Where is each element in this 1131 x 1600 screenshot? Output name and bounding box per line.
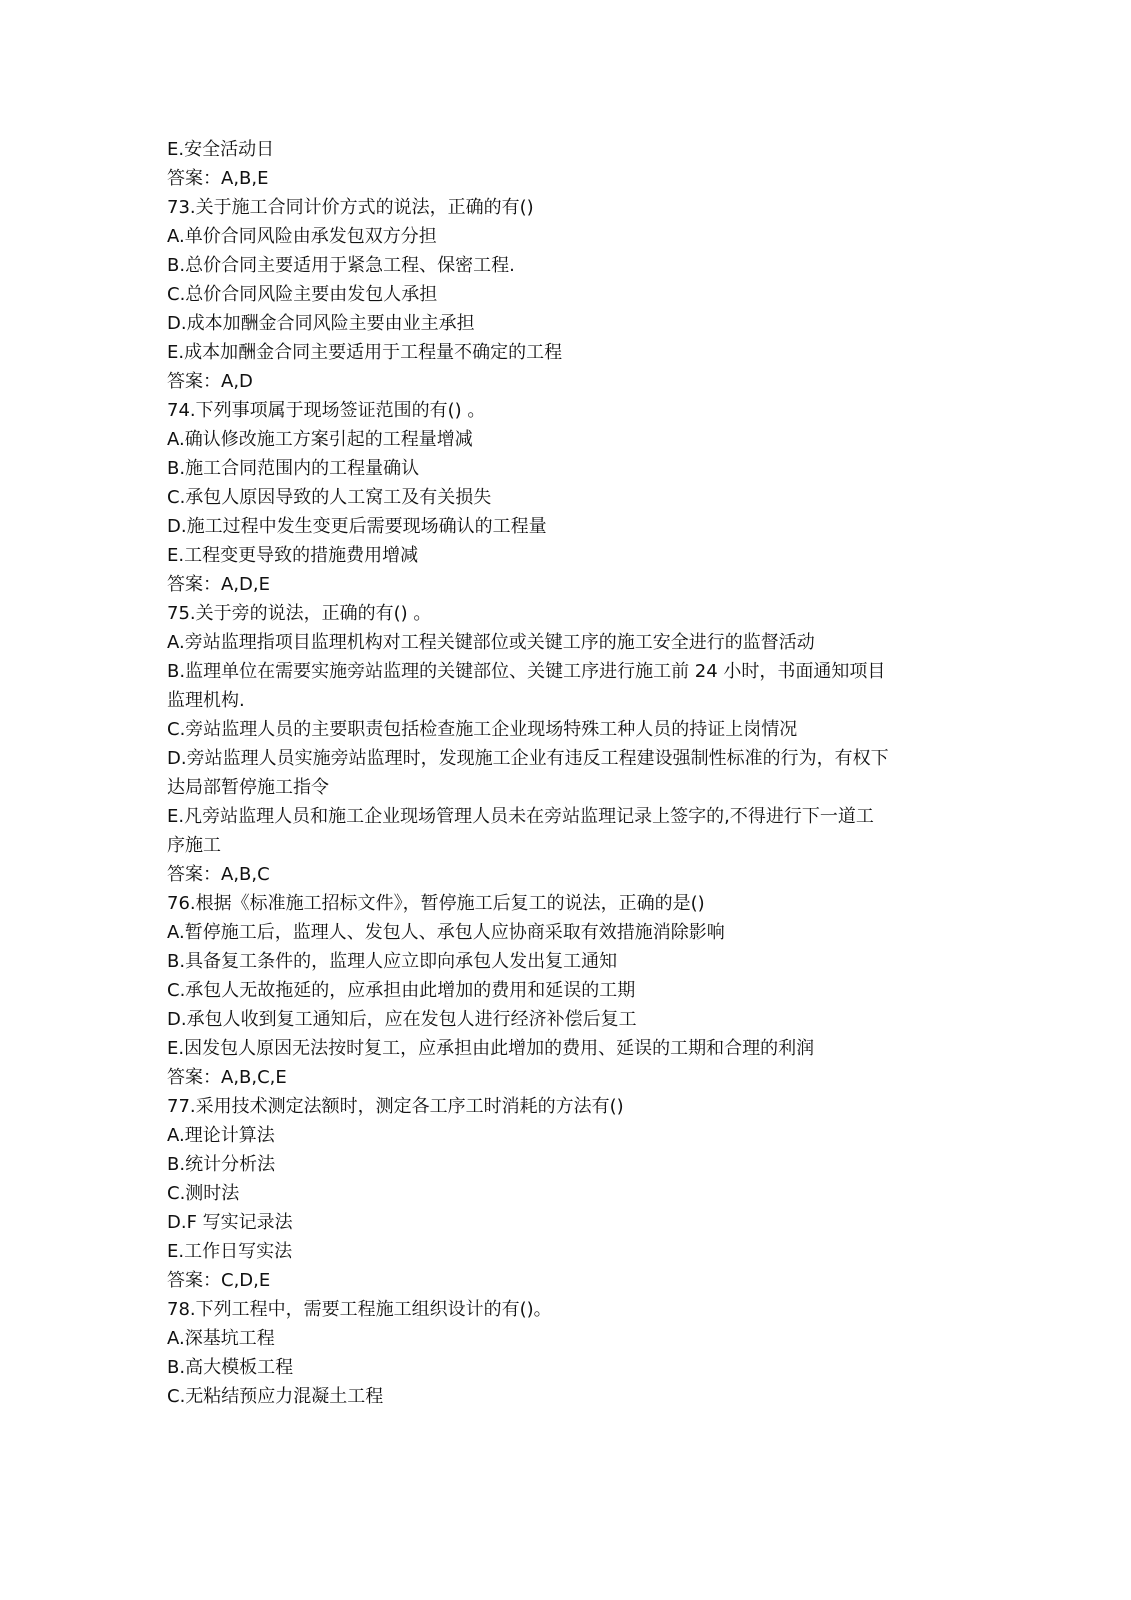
question-stem [167, 396, 947, 425]
answer-option [167, 802, 947, 860]
text-line: E.凡旁站监理人员和施工企业现场管理人员未在旁站监理记录上签字的,不得进行下一道工 [167, 806, 874, 827]
text-line: D.承包人收到复工通知后，应在发包人进行经济补偿后复工 [167, 1009, 637, 1030]
text-line: E.安全活动日 [167, 139, 275, 160]
text-line: 答案：C,D,E [167, 1270, 271, 1291]
answer-option [167, 918, 947, 947]
text-line: 76.根据《标准施工招标文件》，暂停施工后复工的说法，正确的是() [167, 893, 705, 914]
text-line: D.F 写实记录法 [167, 1212, 293, 1233]
text-line: A.理论计算法 [167, 1125, 275, 1146]
answer-key [167, 860, 947, 889]
question-stem [167, 1092, 947, 1121]
text-line: A.暂停施工后，监理人、发包人、承包人应协商采取有效措施消除影响 [167, 922, 725, 943]
text-line: C.总价合同风险主要由发包人承担 [167, 284, 438, 305]
text-line: 答案：A,B,C,E [167, 1067, 287, 1088]
answer-option [167, 657, 947, 715]
text-line: B.统计分析法 [167, 1154, 276, 1175]
text-line: D.旁站监理人员实施旁站监理时，发现施工企业有违反工程建设强制性标准的行为，有权下 [167, 748, 889, 769]
answer-option [167, 512, 947, 541]
text-line-continuation: 序施工 [167, 835, 221, 856]
text-line: A.深基坑工程 [167, 1328, 275, 1349]
answer-key [167, 1063, 947, 1092]
text-line: A.单价合同风险由承发包双方分担 [167, 226, 437, 247]
text-line: D.施工过程中发生变更后需要现场确认的工程量 [167, 516, 547, 537]
question-stem [167, 1295, 947, 1324]
text-line: E.因发包人原因无法按时复工，应承担由此增加的费用、延误的工期和合理的利润 [167, 1038, 815, 1059]
answer-option [167, 976, 947, 1005]
text-line: A.确认修改施工方案引起的工程量增减 [167, 429, 473, 450]
text-line: 78.下列工程中，需要工程施工组织设计的有()。 [167, 1299, 552, 1320]
answer-key [167, 1266, 947, 1295]
text-line: 74.下列事项属于现场签证范围的有() 。 [167, 400, 486, 421]
answer-key [167, 570, 947, 599]
text-line: 73.关于施工合同计价方式的说法，正确的有() [167, 197, 534, 218]
text-line: B.施工合同范围内的工程量确认 [167, 458, 420, 479]
answer-key [167, 367, 947, 396]
text-line-continuation: 监理机构. [167, 690, 245, 711]
text-line: E.工作日写实法 [167, 1241, 293, 1262]
answer-option [167, 1324, 947, 1353]
answer-key [167, 164, 947, 193]
text-line: E.工程变更导致的措施费用增减 [167, 545, 419, 566]
answer-option [167, 251, 947, 280]
text-line: 77.采用技术测定法额时，测定各工序工时消耗的方法有() [167, 1096, 624, 1117]
question-stem [167, 889, 947, 918]
text-line: 答案：A,D [167, 371, 253, 392]
question-stem [167, 599, 947, 628]
answer-option [167, 1353, 947, 1382]
text-line: B.总价合同主要适用于紧急工程、保密工程. [167, 255, 515, 276]
text-line: 答案：A,D,E [167, 574, 270, 595]
answer-option [167, 1382, 947, 1411]
answer-option [167, 425, 947, 454]
text-line: C.无粘结预应力混凝土工程 [167, 1386, 384, 1407]
answer-option [167, 1237, 947, 1266]
text-line: A.旁站监理指项目监理机构对工程关键部位或关键工序的施工安全进行的监督活动 [167, 632, 815, 653]
text-line: C.承包人无故拖延的，应承担由此增加的费用和延误的工期 [167, 980, 636, 1001]
answer-option [167, 947, 947, 976]
text-line: D.成本加酬金合同风险主要由业主承担 [167, 313, 475, 334]
answer-option [167, 454, 947, 483]
answer-option [167, 541, 947, 570]
document-body [167, 135, 947, 1411]
answer-option [167, 715, 947, 744]
text-line: 答案：A,B,E [167, 168, 269, 189]
text-line: 75.关于旁的说法，正确的有() 。 [167, 603, 432, 624]
answer-option [167, 1121, 947, 1150]
text-line: C.测时法 [167, 1183, 240, 1204]
text-line: B.高大模板工程 [167, 1357, 294, 1378]
text-line: B.具备复工条件的，监理人应立即向承包人发出复工通知 [167, 951, 618, 972]
answer-option [167, 280, 947, 309]
answer-option [167, 1179, 947, 1208]
answer-option [167, 1208, 947, 1237]
answer-option [167, 628, 947, 657]
answer-option [167, 135, 947, 164]
answer-option [167, 1150, 947, 1179]
text-line: E.成本加酬金合同主要适用于工程量不确定的工程 [167, 342, 563, 363]
answer-option [167, 1005, 947, 1034]
text-line: C.承包人原因导致的人工窝工及有关损失 [167, 487, 492, 508]
answer-option [167, 222, 947, 251]
text-line-continuation: 达局部暂停施工指令 [167, 777, 329, 798]
question-stem [167, 193, 947, 222]
answer-option [167, 1034, 947, 1063]
answer-option [167, 309, 947, 338]
answer-option [167, 338, 947, 367]
text-line: B.监理单位在需要实施旁站监理的关键部位、关键工序进行施工前 24 小时，书面通知项目 [167, 661, 886, 682]
answer-option [167, 744, 947, 802]
answer-option [167, 483, 947, 512]
text-line: 答案：A,B,C [167, 864, 270, 885]
text-line: C.旁站监理人员的主要职责包括检查施工企业现场特殊工种人员的持证上岗情况 [167, 719, 798, 740]
